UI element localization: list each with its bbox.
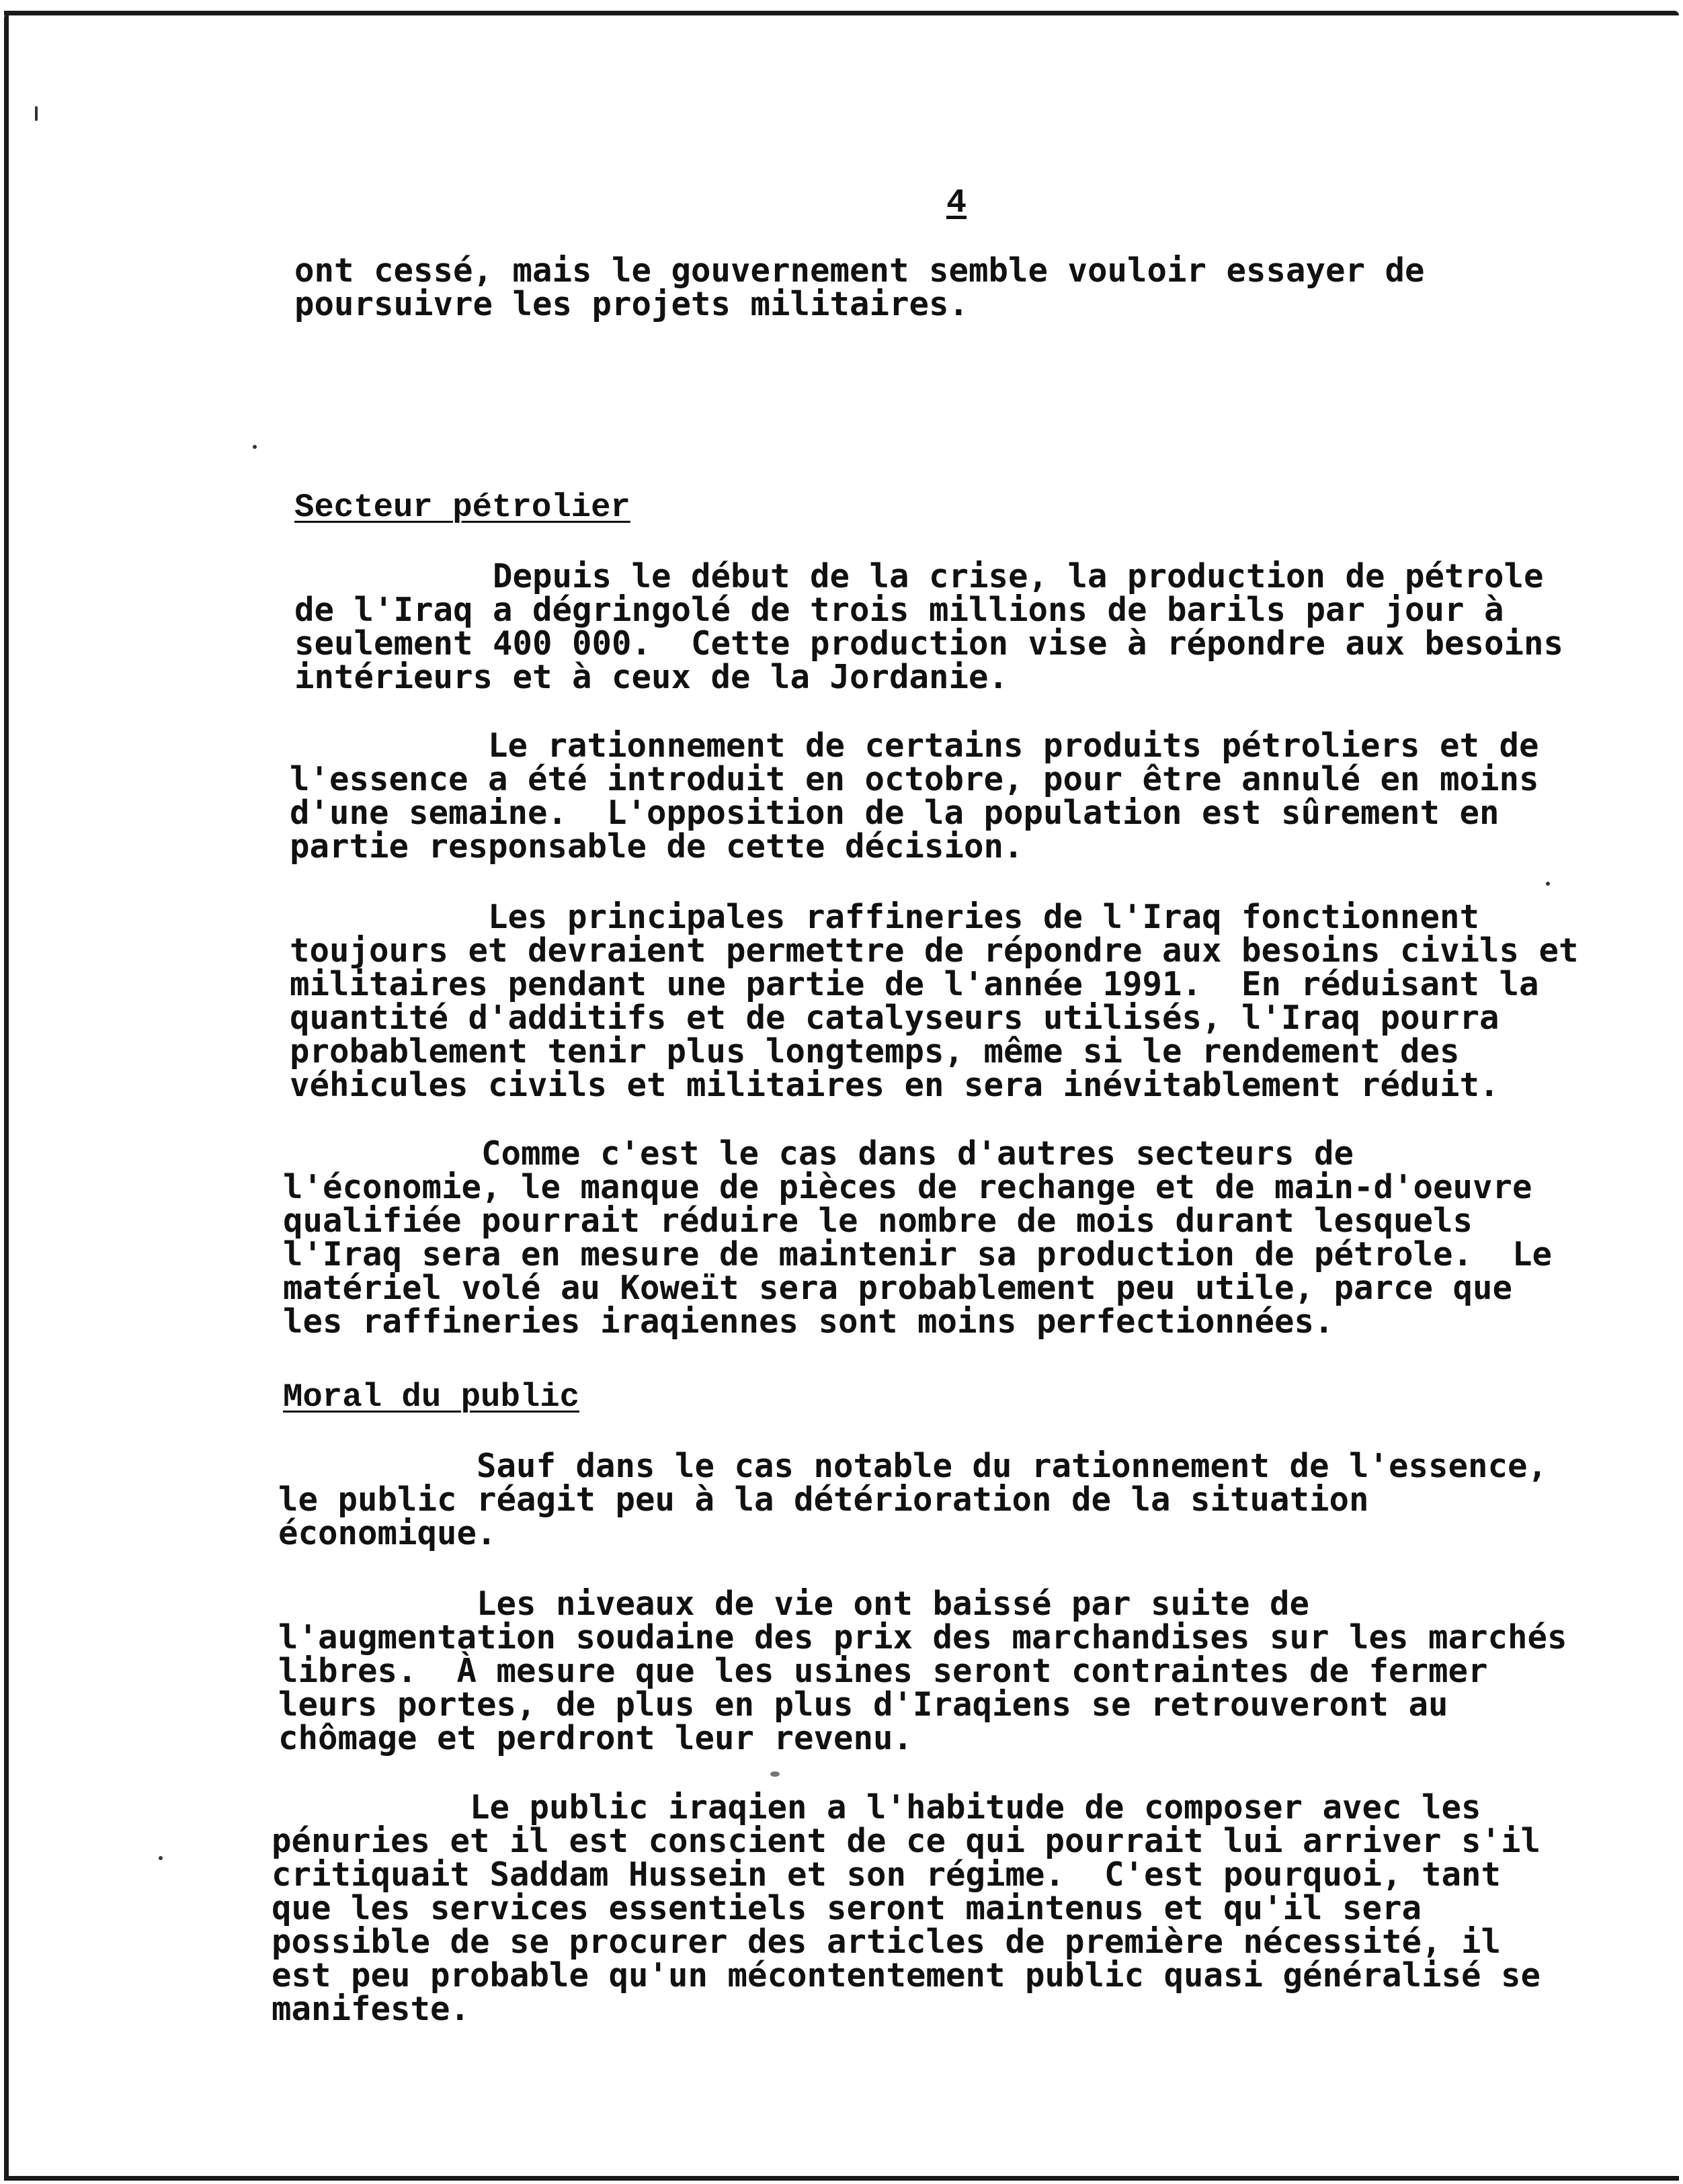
page-border-top (4, 11, 1679, 15)
morale-paragraph-2: Les niveaux de vie ont baissé par suite de l'augmentation soudaine des prix des marchandises sur les marchés libres. À mesure que les usines seront contraintes de fermer leurs portes, de plus en plus d'Iraqiens se retrouveront au chômage et perdront leur revenu. (278, 1585, 1567, 1757)
section-heading-oil: Secteur pétrolier (294, 489, 630, 526)
page-border-bottom (4, 2176, 1679, 2181)
section-heading-morale: Moral du public (283, 1378, 580, 1416)
oil-paragraph-3: Les principales raffineries de l'Iraq fonctionnent toujours et devraient permettre de répondre aux besoins civils et militaires pendant une partie de l'année 1991. En réduisant la quantité d'additifs et de catalyseurs utilisés, l'Iraq pourra probablement tenir plus longtemps, même si le rendement des véhicules civils et militaires en sera inévitablement réduit. (290, 898, 1579, 1104)
scan-speck (159, 1856, 163, 1860)
oil-paragraph-1: Depuis le début de la crise, la production de pétrole de l'Iraq a dégringolé de trois millions de barils par jour à seulement 400 000. Cette production vise à répondre aux besoins intérieurs et à ceux de la Jordanie. (294, 557, 1564, 696)
morale-paragraph-3: Le public iraqien a l'habitude de composer avec les pénuries et il est conscient de ce qui pourrait lui arriver s'il critiquait Saddam Hussein et son régime. C'est pourquoi, tant que les services essentiels seront maintenus et qu'il sera possible de se procurer des articles de première nécessité, il est peu probable qu'un mécontentement public quasi généralisé se manifeste. (272, 1788, 1541, 2028)
scan-speck (770, 1771, 780, 1777)
scan-speck (1546, 882, 1550, 886)
page-number: 4 (946, 184, 967, 222)
morale-paragraph-1: Sauf dans le cas notable du rationnement de l'essence, le public réagit peu à la détérioration de la situation économique. (278, 1447, 1548, 1552)
scan-speck (253, 445, 257, 449)
page-border-left (4, 13, 9, 2179)
intro-paragraph: ont cessé, mais le gouvernement semble vouloir essayer de poursuivre les projets militaires. (294, 251, 1425, 323)
oil-paragraph-2: Le rationnement de certains produits pétroliers et de l'essence a été introduit en octobre, pour être annulé en moins d'une semaine. L'opposition de la population est sûrement en partie responsable de cette décision. (290, 726, 1539, 866)
oil-paragraph-4: Comme c'est le cas dans d'autres secteurs de l'économie, le manque de pièces de rechange et de main-d'oeuvre qualifiée pourrait réduire le nombre de mois durant lesquels l'Iraq sera en mesure de maintenir sa production de pétrole. Le matériel volé au Koweït sera probablement peu utile, parce que les raffineries iraqiennes sont moins perfectionnées. (283, 1134, 1553, 1341)
scan-speck (35, 106, 38, 121)
